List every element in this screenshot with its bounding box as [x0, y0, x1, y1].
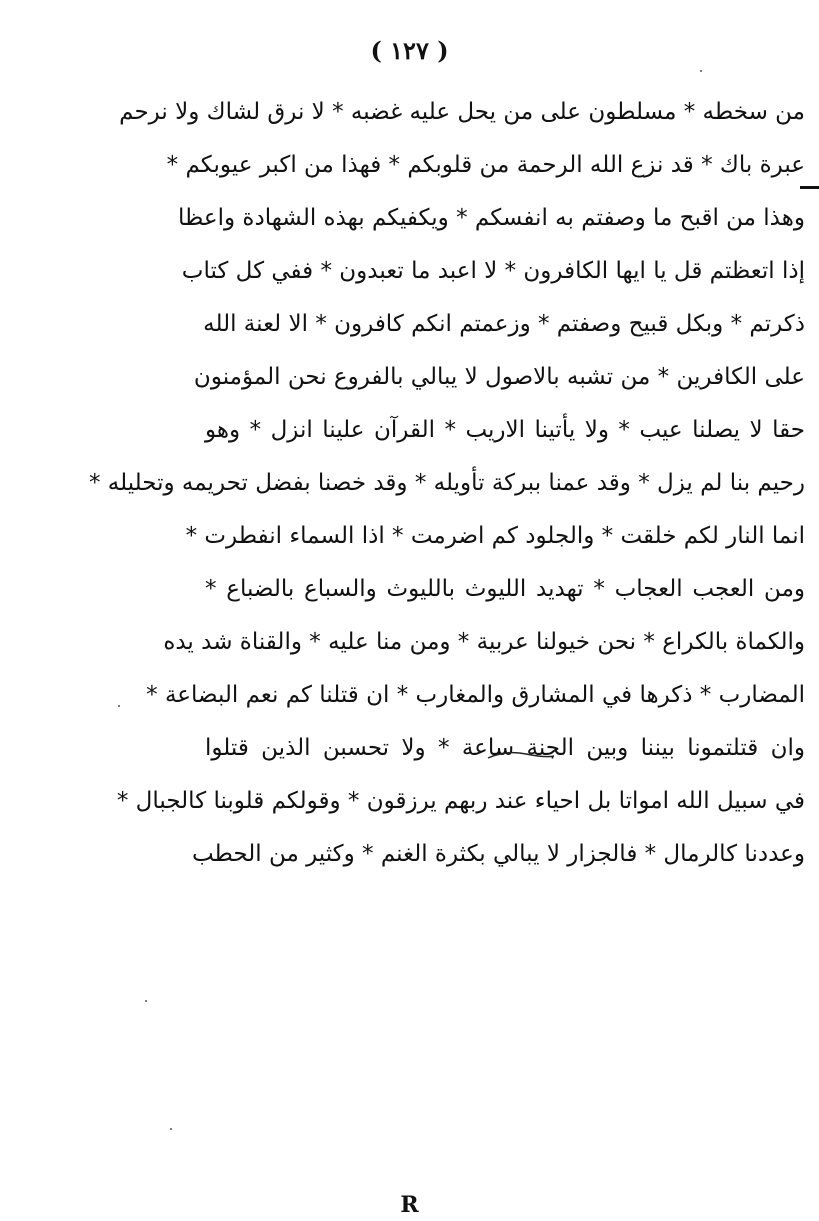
text-line-14: في سبيل الله امواتا بل احياء عند ربهم يرزقون * وقولكم قلوبنا كالجبال *: [116, 788, 805, 814]
text-line-1: من سخطه * مسلطون على من يحل عليه غضبه * لا نرق لشاك ولا نرحم: [119, 99, 805, 125]
margin-line-mark: [800, 186, 819, 189]
speck-mark: [700, 70, 702, 72]
text-line-3: وهذا من اقبح ما وصفتم به انفسكم * ويكفيكم بهذه الشهادة واعظا: [178, 205, 805, 231]
text-line-12: المضارب * ذكرها في المشارق والمغارب * ان قتلنا كم نعم البضاعة *: [146, 682, 805, 708]
text-line-4: إذا اتعظتم قل يا ايها الكافرون * لا اعبد ما تعبدون * ففي كل كتاب: [181, 258, 805, 284]
text-line-7: حقا لا يصلنا عيب * ولا يأتينا الاريب * القرآن علينا انزل * وهو: [205, 417, 805, 443]
text-line-6: على الكافرين * من تشبه بالاصول لا يبالي بالفروع نحن المؤمنون: [193, 364, 805, 390]
page-number: ( ۱۲۷ ): [370, 36, 449, 65]
speck-mark: [145, 1000, 147, 1002]
signature-mark: R: [400, 1192, 419, 1218]
speck-mark: [118, 705, 120, 707]
text-line-5: ذكرتم * وبكل قبيح وصفتم * وزعمتم انكم كافرون * الا لعنة الله: [203, 311, 805, 337]
text-line-13: وان قتلتمونا بيننا وبين الجنة ساعة * ولا تحسبن الذين قتلوا: [205, 735, 805, 761]
pen-stroke-mark: [486, 748, 556, 762]
text-line-15: وعددنا كالرمال * فالجزار لا يبالي بكثرة الغنم * وكثير من الحطب: [191, 841, 805, 867]
speck-mark: [170, 1128, 172, 1130]
text-line-8: رحيم بنا لم يزل * وقد عمنا ببركة تأويله * وقد خصنا بفضل تحريمه وتحليله *: [88, 470, 805, 496]
text-line-9: انما النار لكم خلقت * والجلود كم اضرمت * اذا السماء انفطرت *: [185, 523, 805, 549]
text-line-10: ومن العجب العجاب * تهديد الليوث بالليوث والسباع بالضباع *: [205, 576, 805, 602]
text-line-11: والكماة بالكراع * نحن خيولنا عربية * ومن منا عليه * والقناة شد يده: [163, 629, 805, 655]
text-line-2: عبرة باك * قد نزع الله الرحمة من قلوبكم * فهذا من اكبر عيوبكم *: [166, 152, 805, 178]
